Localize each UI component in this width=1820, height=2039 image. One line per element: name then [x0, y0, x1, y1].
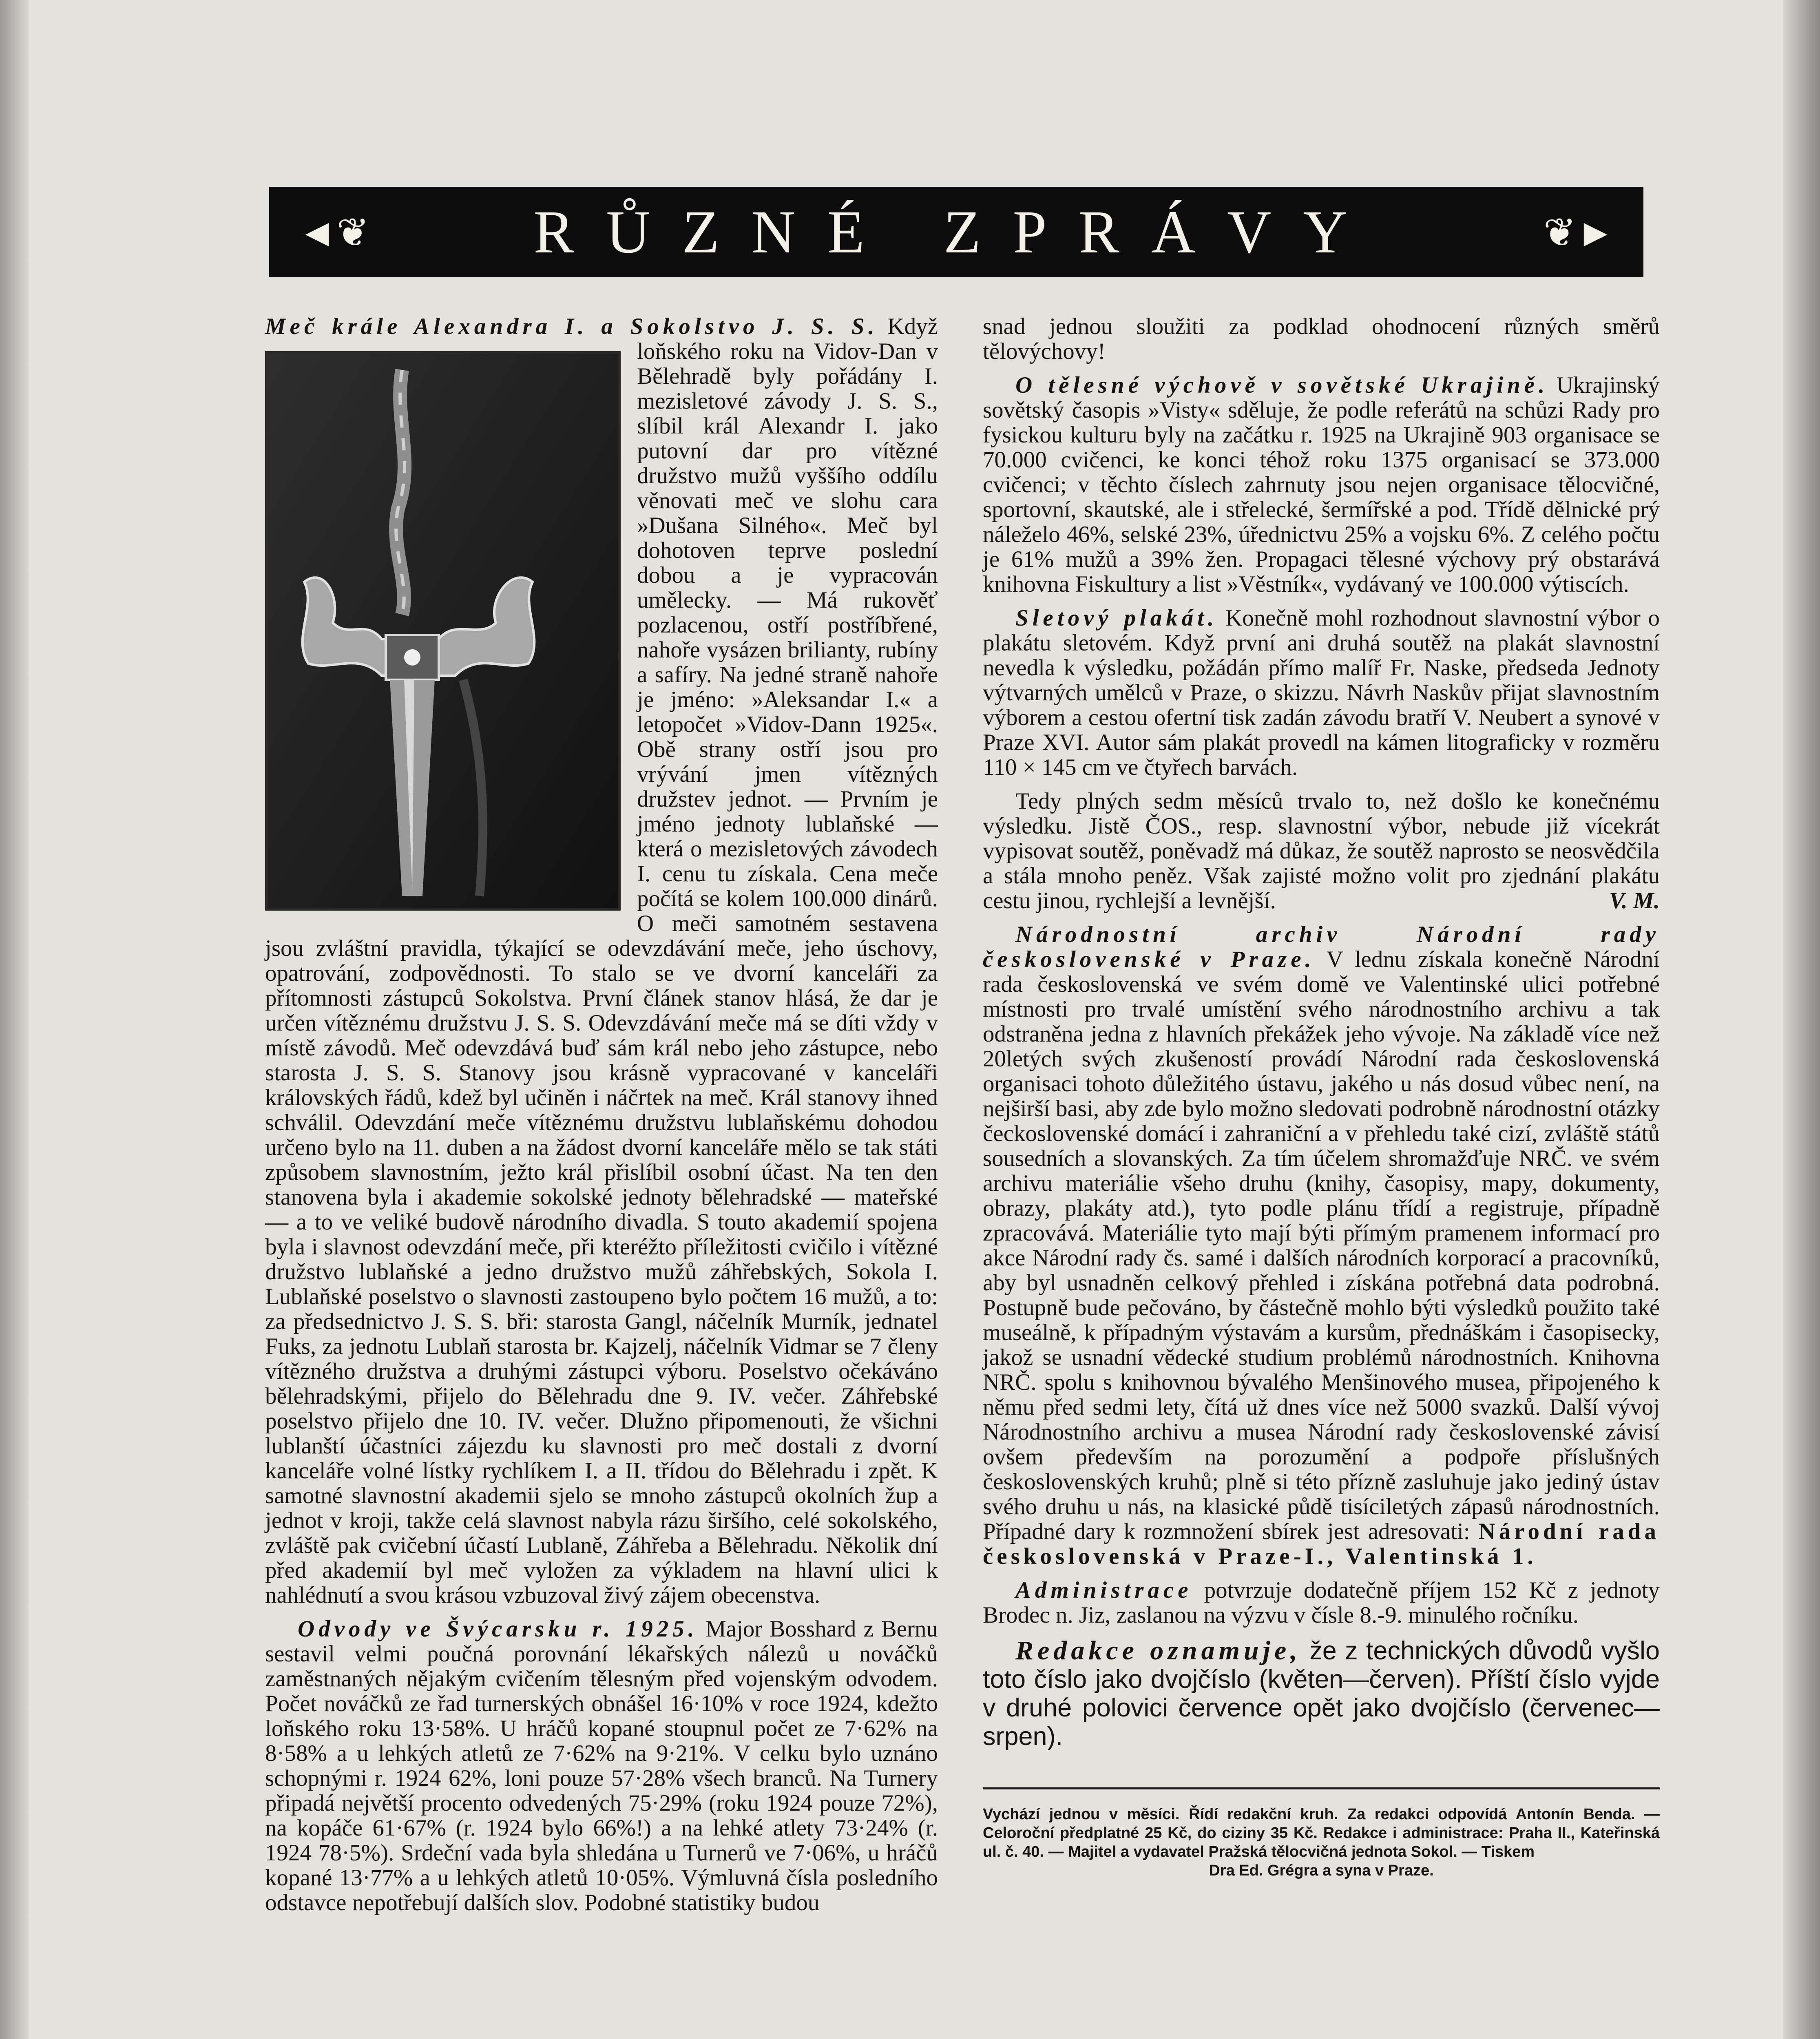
- article-ukraine: [983, 373, 1660, 597]
- editorial-announcement: [983, 1637, 1660, 1751]
- section-banner: [269, 187, 1643, 277]
- sword-illustration: [268, 354, 618, 908]
- article-sword: [265, 314, 938, 1608]
- article-swiss: [265, 1617, 938, 1915]
- article-administration: [983, 1578, 1660, 1628]
- article-swiss-text: Major Bosshard z Bernu sestavil velmi poučná porovnání lékařských nálezů u nováčků zaměstnaných nějakým cvičením tělesným před vojenským odvodem. Počet nováčků ze řad turnerských obnášel 16·10% v roce 1924, kdežto loňského roku 13·58%. U hráčů kopané stoupnul počet ze 7·62% na 8·58% a u lehkých atletů ze 7·62% na 9·21%. V celku bylo uznáno schopnými r. 1924 62%, loni pouze 57·28% všech branců. Na Turnery připadá největší procento odvedených 75·29% (roku 1924 pouze 72%), na kopáče 61·67% (r. 1924 bylo 66%!) a na lehké atlety 73·24% (r. 1924 78·5%). Srdeční vada byla shledána u Turnerů ve 7·06%, u hráčů kopané 13·77% a u lehkých atletů 10·05%. Výmluvná čísla posledního odstavce nepotřebují dalších slov. Podobné statistiky budou: [265, 1616, 938, 1915]
- imprint-text: Vychází jednou v měsíci. Řídí redakční kruh. Za redakci odpovídá Antonín Benda. — Celoroční předplatné 25 Kč, do ciziny 35 Kč. Redakce i administrace: Praha II., Kateřinská ul. č. 40. — Majitel a vydavatel Pražská tělocvičná jednota Sokol. — Tiskem: [983, 1806, 1660, 1860]
- article-archive: [983, 922, 1660, 1569]
- article-administration-text: potvrzuje dodatečně příjem 152 Kč z jednoty Brodec n. Jiz, zaslanou na výzvu v čísle 8.-9. minulého ročníku.: [983, 1577, 1660, 1628]
- imprint: [983, 1805, 1660, 1880]
- article-poster-second: [983, 789, 1660, 913]
- article-poster-signature: V. M.: [1609, 888, 1660, 913]
- article-poster-text: Konečně mohl rozhodnout slavnostní výbor o plakátu sletovém. Když první ani druhá soutěž na plakát slavnostní nevedla k výsledku, požádán přímo malíř Fr. Naske, předseda Jednoty výtvarných umělců v Praze, o skizzu. Návrh Naskův přijat slavnostním výborem a cestou ofertní tisk zadán závodu bratří V. Neubert a synové v Praze XVI. Autor sám plakát provedl na kámen litograficky v rozměru 110 × 145 cm ve čtyřech barvách.: [983, 605, 1660, 780]
- article-sword-lead: Meč krále Alexandra I. a Sokolstvo J. S. S.: [265, 314, 878, 339]
- left-column: [265, 314, 938, 1924]
- scan-edge-left: [0, 0, 29, 2039]
- announcement-text: že z technických důvodů vyšlo toto číslo jako dvojčíslo (květen—červen). Příští číslo vyjde v druhé polovici července opět jako dvojčíslo (červenec—srpen).: [983, 1637, 1660, 1751]
- imprint-printer: Dra Ed. Grégra a syna v Praze.: [1209, 1862, 1434, 1879]
- article-archive-address: Národní rada československá v Praze-I., Valentinská 1.: [983, 1519, 1660, 1569]
- imprint-divider: [983, 1787, 1660, 1789]
- article-archive-text: V lednu získala konečně Národní rada československá ve svém domě ve Valentinské ulici potřebné místnosti pro trvalé umístění svého národnostního archivu a tak odstraněna jedna z hlavních překážek jeho vývoje. Na základě více než 20letých svých zkušeností provádí Národní rada československá organisaci tohoto důležitého ústavu, jakého u nás dosud vůbec není, na nejširší basi, aby zde bylo možno sledovati podrobně národnostní otázky čeckoslovenské domácí i zahraniční a v přehledu také cizí, zvláště států sousedních a slovanských. Za tím účelem shromažďuje NRČ. ve svém archivu materiálie všeho druhu (knihy, časopisy, mapy, dokumenty, obrazy, plakáty atd.), tyto podle plánu třídí a registruje, případně zpracovává. Materiálie tyto mají býti přímým pramenem informací pro akce Národní rady čs. samé i dalších národních korporací a pracovníků, aby byl usnadněn celkový přehled i získána potřebná data podrobná. Postupně bude pečováno, by částečně mohlo býti výsledků použito také museálně, k případným výstavám a kursům, přednáškám i časopisecky, jakož se usnadní vědecké studium problémů národnostních. Knihovna NRČ. spolu s knihovnou bývalého Menšinového musea, připojeného k němu před sedmi lety, čítá už dnes více než 5000 svazků. Další vývoj Národnostního archivu a musea Národní rady československé závisí ovšem především na porozumění a podpoře příslušných československých kruhů; plně si této přízně zasluhuje jako jediný ústav svého druhu u nás, na klasické půdě tisíciletých zápasů národnostních. Případné dary k rozmnožení sbírek jest adresovati:: [983, 947, 1660, 1544]
- right-column: [983, 314, 1660, 1880]
- article-swiss-continuation: snad jednou sloužiti za podklad ohodnocení různých směrů tělovýchovy!: [983, 314, 1660, 364]
- article-swiss-lead: Odvody ve Švýcarsku r. 1925.: [298, 1616, 698, 1642]
- right-ornament-icon: ❦►: [1543, 211, 1615, 254]
- article-ukraine-text: Ukrajinský sovětský časopis »Visty« sděluje, že podle referátů na schůzi Rady pro fysickou kulturu byly na začátku r. 1925 na Ukrajině 903 organisace se 70.000 cvičenci, ke konci téhož roku 1375 organisací se 373.000 cvičenci; v těchto číslech zahrnuty jsou nejen organisace tělocvičné, sportovní, skautské, ale i střelecké, šermířské a pod. Třídě dělnické prý náleželo 46%, selské 23%, úřednictvu 25% a vojsku 6%. Z celého počtu je 61% mužů a 39% žen. Propagaci tělesné výchovy prý obstarává knihovna Fiskultury a list »Věstník«, vydávaný ve 100.000 výtiscích.: [983, 372, 1660, 597]
- article-poster: [983, 606, 1660, 780]
- sword-photo: [265, 351, 621, 911]
- section-title: RŮZNÉ ZPRÁVY: [533, 198, 1379, 266]
- scan-edge-right: [1783, 0, 1820, 2039]
- article-ukraine-lead: O tělesné výchově v sovětské Ukrajině.: [1015, 372, 1549, 398]
- announcement-lead: Redakce oznamuje,: [1015, 1636, 1301, 1665]
- article-administration-lead: Administrace: [1015, 1577, 1192, 1603]
- article-poster-lead: Sletový plakát.: [1015, 605, 1218, 631]
- left-ornament-icon: ◄❦: [298, 211, 369, 254]
- article-sword-text: Když loňského roku na Vidov-Dan v Bělehradě byly pořádány I. mezisletové závody J. S. S., slíbil král Alexandr I. jako putovní dar pro vítězné družstvo mužů vyššího oddílu věnovati meč ve slohu cara »Dušana Silného«. Meč byl dohotoven teprve poslední dobou a je vypracován umělecky. — Má rukověť pozlacenou, ostří postříbřené, nahoře vysázen brilianty, rubíny a safíry. Na jedné straně nahoře je jméno: »Aleksandar I.« a letopočet »Vidov-Dann 1925«. Obě strany ostří jsou pro vrývání jmen vítězných družstev jednot. — Prvním je jméno jednoty lublaňské — která o mezisletových závodech I. cenu tu získala. Cena meče počítá se kolem 100.000 dinárů. O meči samotném sestavena jsou zvláštní pravidla, týkající se odevzdávání meče, jeho úschovy, opatrování, zodpovědnosti. To stalo se ve dvorní kanceláři za přítomnosti zástupců Sokolstva. První článek stanov hlásá, že dar je určen vítěznému družstvu J. S. S. Odevzdávání meče má se díti vždy v místě závodů. Meč odevzdává buď sám král nebo jeho zástupce, nebo starosta J. S. S. Stanovy jsou krásně vypracované v kanceláři královských řádů, kdež byl učiněn i náčrtek na meč. Král stanovy ihned schválil. Odevzdání meče vítěznému družstvu lublaňskému dohodou určeno bylo na 11. duben a na žádost dvorní kanceláře mělo se tak státi způsobem slavnostním, ježto král přislíbil osobní účast. Na ten den stanovena byla i akademie sokolské jednoty bělehradské — mateřské — a to ve veliké budově národního divadla. S touto akademií spojena byla i slavnost odevzdání meče, při kteréžto příležitosti cvičilo i vítězné družstvo lublaňské a jedno družstvo mužů záhřebských, Sokola I. Lublaňské poselstvo o slavnosti zastoupeno bylo počtem 16 mužů, a to: za předsednictvo J. S. S. bři: starosta Gangl, náčelník Murník, jednatel Fuks, za jednotu Lublaň starosta br. Kajzelj, náčelník Vidmar se 7 členy vítězného družstva a druhými zástupci výboru. Poselstvo očekáváno bělehradskými, přijelo do Bělehradu dne 9. IV. večer. Záhřebské poselstvo přijelo dne 10. IV. večer. Dlužno připomenouti, že všichni lublanští účastníci zájezdu ku slavnosti pro meč dostali z dvorní kanceláře volné lístky rychlíkem I. a II. třídou do Bělehradu i zpět. K samotné slavnostní akademii sjelo se mnoho zástupců okolních žup a jednot v kroji, takže celá slavnost nabyla rázu širšího, celé sokolského, zvláště pak cvičební účastí Lublaně, Záhřeba a Bělehradu. Několik dní před akademií byl meč vyložen za výkladem na hlavní ulici k nahlédnutí a svou krásou vzbuzoval živý zájem obecenstva.: [265, 314, 938, 1608]
- article-poster-text-2: Tedy plných sedm měsíců trvalo to, než došlo ke konečnému výsledku. Jistě ČOS., resp. slavnostní výbor, nebude již vícekrát vypisovat soutěž, poněvadž má důkaz, že soutěž naprosto se neosvědčila a stála mnoho peněz. Však zajisté možno volit pro zjednání plakátu cestu jinou, rychlejší a levnější.: [983, 788, 1660, 913]
- article-archive-lead: Národnostní archiv Národní rady československé v Praze.: [983, 922, 1660, 972]
